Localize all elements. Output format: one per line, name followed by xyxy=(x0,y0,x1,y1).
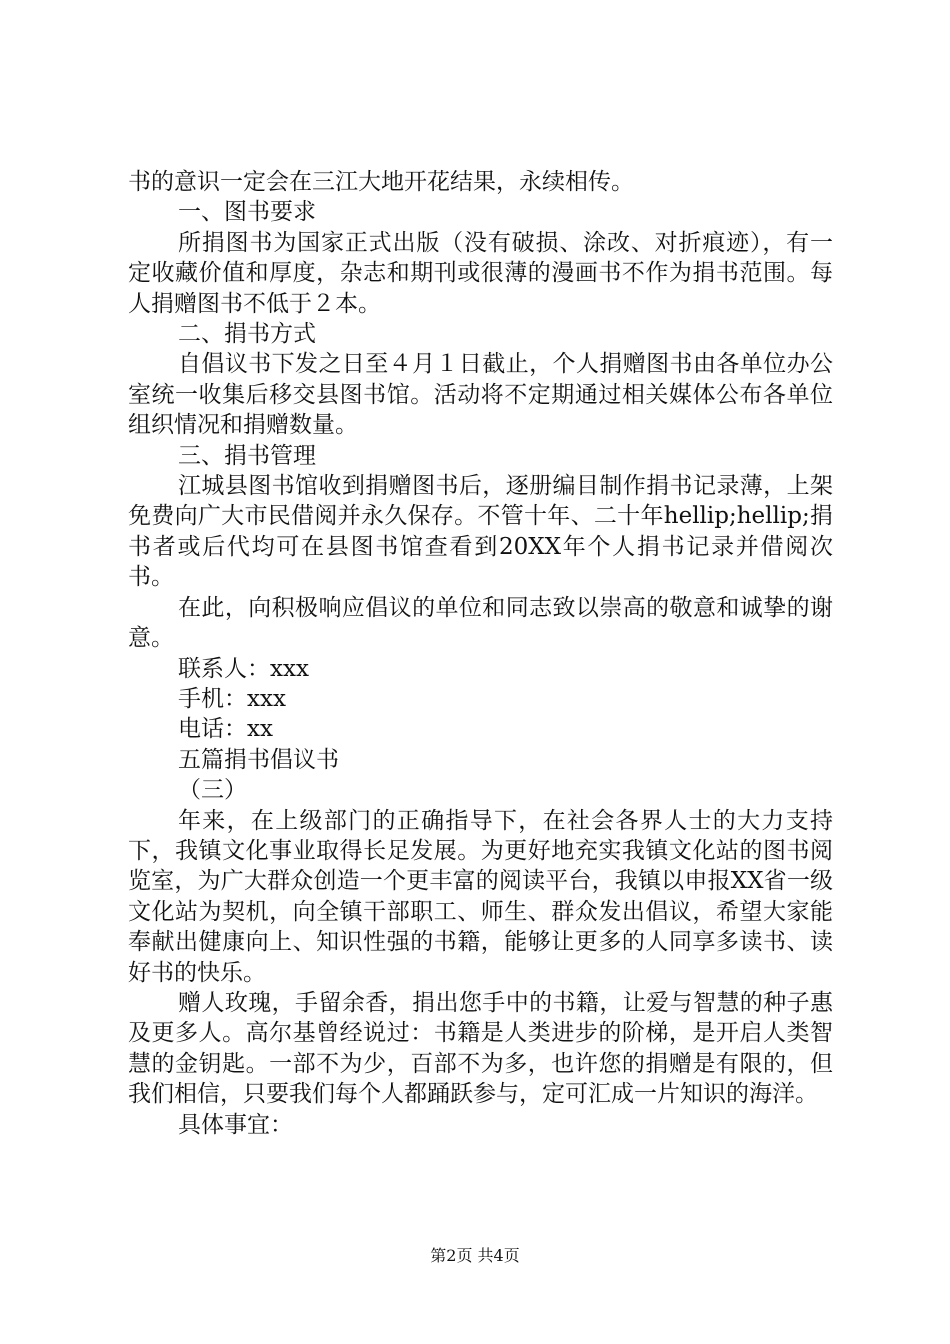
paragraph-method: 自倡议书下发之日至４月１日截止，个人捐赠图书由各单位办公室统一收集后移交县图书馆。活动将不定期通过相关媒体公布各单位组织情况和捐赠数量。 xyxy=(128,351,833,439)
section-heading-management: 三、捐书管理 xyxy=(178,442,316,469)
paragraph-thanks: 在此，向积极响应倡议的单位和同志致以崇高的敬意和诚挚的谢意。 xyxy=(128,594,833,652)
contact-mobile: 手机：xxx xyxy=(178,685,286,712)
contact-phone: 电话：xx xyxy=(178,716,273,743)
contact-person: 联系人：xxx xyxy=(178,655,309,682)
paragraph-continuation: 书的意识一定会在三江大地开花结果，永续相传。 xyxy=(128,169,634,195)
section-heading-method: 二、捐书方式 xyxy=(178,321,316,348)
paragraph-management: 江城县图书馆收到捐赠图书后，逐册编目制作捐书记录薄，上架免费向广大市民借阅并永久保存。不管十年、二十年hellip;hellip;捐书者或后代均可在县图书馆查看到20XX年个人捐书记录并借阅次书。 xyxy=(128,473,833,591)
section-heading-requirements: 一、图书要求 xyxy=(178,199,316,226)
document-subtitle: 五篇捐书倡议书 xyxy=(178,746,339,773)
page-footer: 第2页 共4页 xyxy=(430,1246,520,1265)
paragraph-intro: 年来，在上级部门的正确指导下，在社会各界人士的大力支持下，我镇文化事业取得长足发展。为更好地充实我镇文化站的图书阅览室，为广大群众创造一个更丰富的阅读平台，我镇以申报XX省一级文化站为契机，向全镇干部职工、师生、群众发出倡议，希望大家能奉献出健康向上、知识性强的书籍，能够让更多的人同享多读书、读好书的快乐。 xyxy=(128,807,833,986)
paragraph-requirements: 所捐图书为国家正式出版（没有破损、涂改、对折痕迹），有一定收藏价值和厚度，杂志和期刊或很薄的漫画书不作为捐书范围。每人捐赠图书不低于２本。 xyxy=(128,229,833,317)
details-heading: 具体事宜： xyxy=(178,1111,293,1138)
document-body xyxy=(128,167,833,1140)
paragraph-appeal: 赠人玫瑰，手留余香，捐出您手中的书籍，让爱与智慧的种子惠及更多人。高尔基曾经说过：书籍是人类进步的阶梯，是开启人类智慧的金钥匙。一部不为少，百部不为多，也许您的捐赠是有限的，但我们相信，只要我们每个人都踊跃参与，定可汇成一片知识的海洋。 xyxy=(128,989,833,1108)
section-number: （三） xyxy=(178,777,247,804)
